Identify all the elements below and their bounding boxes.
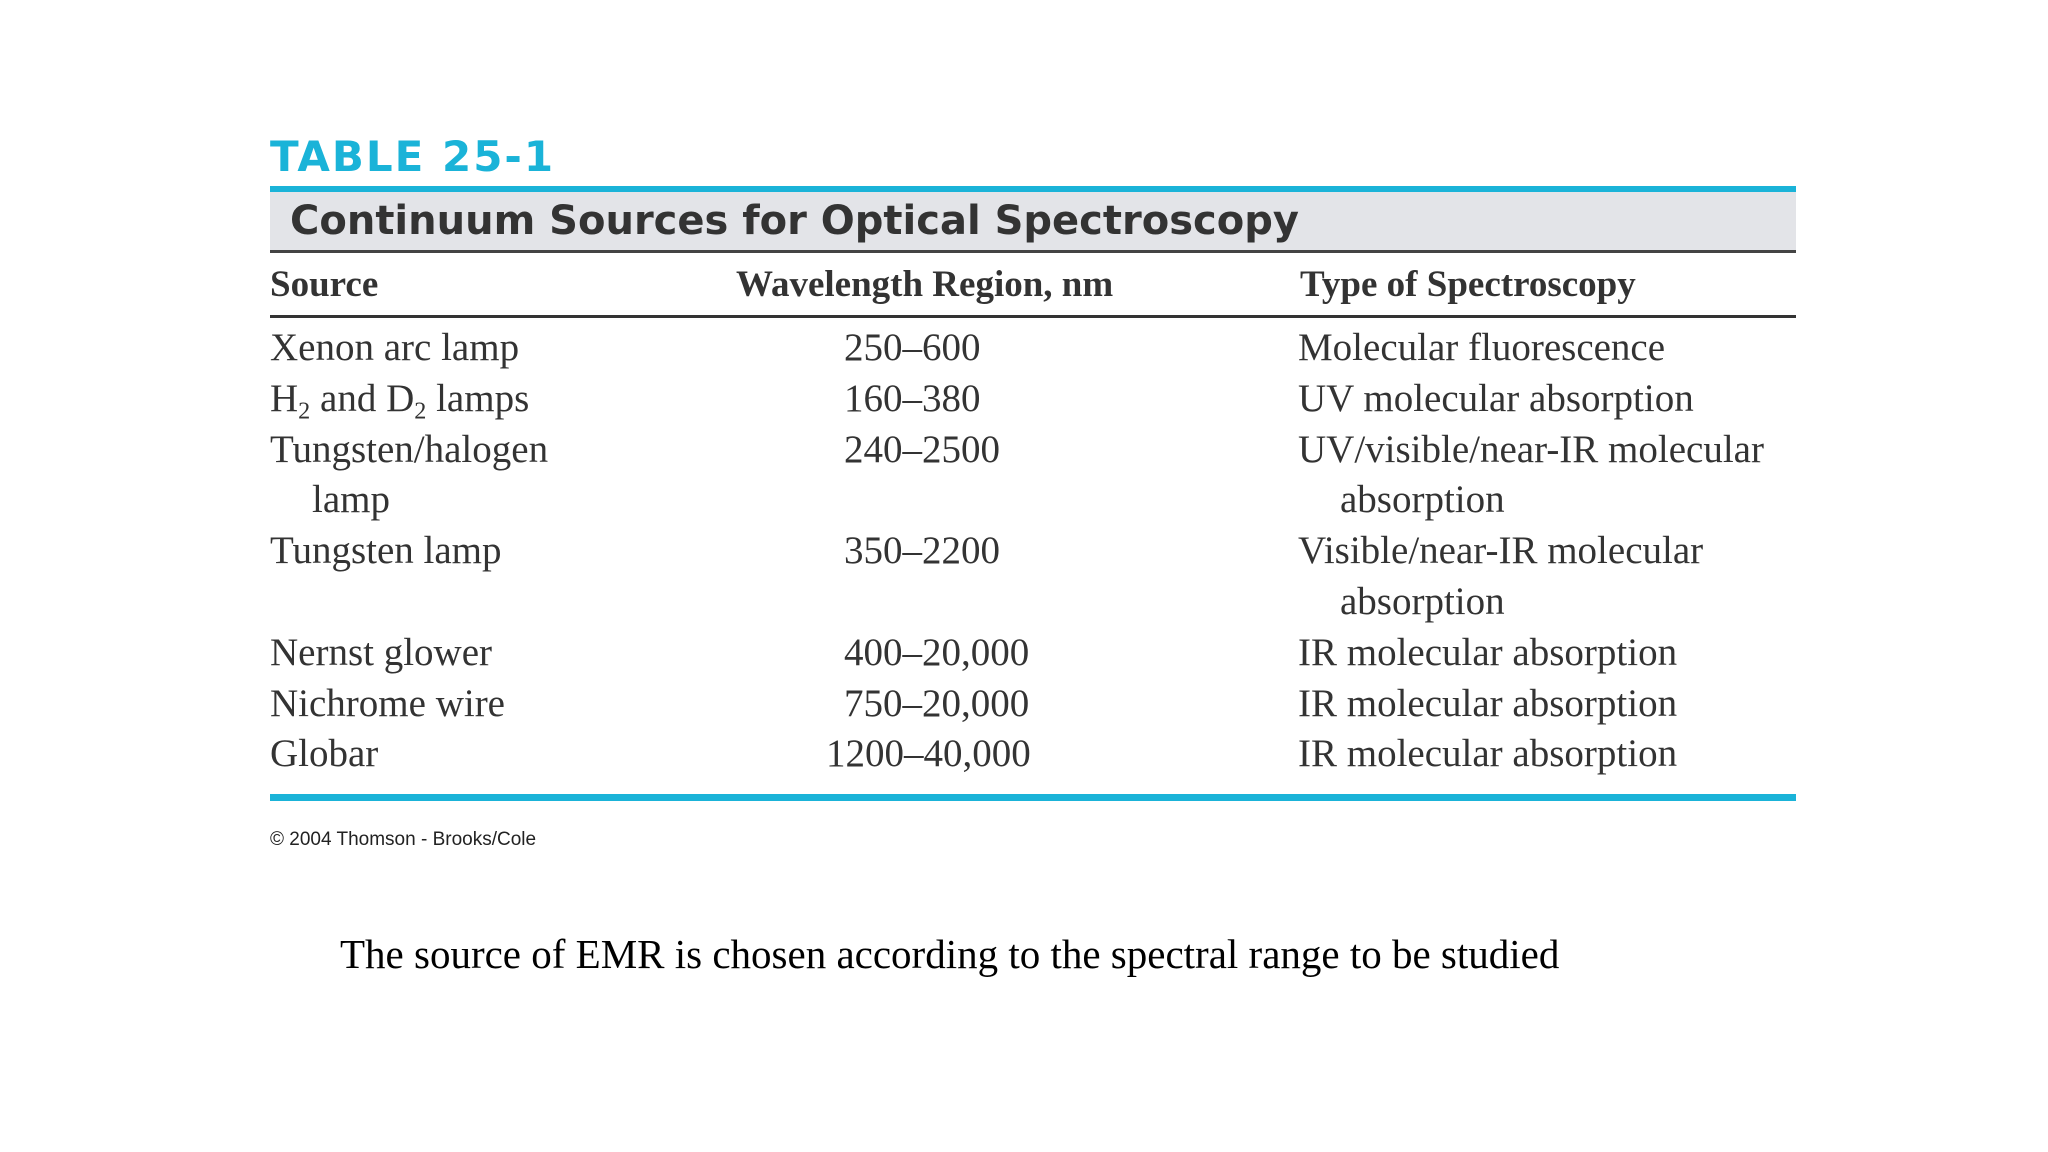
cell-source: Nichrome wire — [270, 681, 505, 725]
spectroscopy-sources-table — [270, 132, 1796, 851]
cell-wavelength: 1200–40,000 — [826, 732, 1031, 776]
h2-d2-lamps-label: $H_2$ and $D_2$ lamps — [270, 376, 530, 425]
table-header-row — [270, 253, 1796, 318]
table-number: TABLE 25-1 — [270, 132, 556, 181]
header-wavelength: Wavelength Region, nm — [736, 263, 1114, 305]
cell-wavelength: 400–20,000 — [844, 630, 1030, 674]
table-row — [270, 323, 1796, 374]
cell-type: IR molecular absorption — [1298, 630, 1678, 674]
table-row — [270, 425, 1796, 527]
cell-wavelength: 160–380 — [844, 376, 981, 420]
table-caption: Continuum Sources for Optical Spectroscopy — [270, 186, 1796, 253]
cell-wavelength: 750–20,000 — [844, 681, 1030, 725]
copyright-notice: © 2004 Thomson - Brooks/Cole — [270, 829, 537, 851]
table-row — [270, 628, 1796, 679]
header-type: Type of Spectroscopy — [1300, 263, 1636, 305]
header-source: Source — [270, 263, 379, 305]
cell-wavelength: 240–2500 — [844, 427, 1000, 471]
table-row — [270, 679, 1796, 730]
table-row — [270, 374, 1796, 425]
table-row — [270, 526, 1796, 628]
table-body — [270, 318, 1796, 780]
cell-type: IR molecular absorption — [1298, 681, 1678, 725]
cell-type: UV molecular absorption — [1298, 376, 1694, 420]
cell-type: Visible/near-IR molecular absorption — [1298, 529, 1704, 623]
slide-caption: The source of EMR is chosen according to the spectral range to be studied — [340, 931, 1560, 977]
table-bottom-rule — [270, 794, 1796, 801]
cell-source: Globar — [270, 732, 379, 776]
cell-source: Tungsten/halogen lamp — [270, 427, 549, 522]
cell-source — [270, 374, 734, 425]
cell-source: Xenon arc lamp — [270, 326, 520, 369]
cell-type: UV/visible/near-IR molecular absorption — [1298, 427, 1764, 522]
cell-source: Nernst glower — [270, 630, 493, 674]
table-row — [270, 729, 1796, 780]
cell-wavelength: 250–600 — [844, 326, 981, 369]
cell-type: Molecular fluorescence — [1298, 326, 1666, 369]
cell-type: IR molecular absorption — [1298, 732, 1678, 776]
cell-source: Tungsten lamp — [270, 529, 502, 573]
cell-wavelength: 350–2200 — [844, 529, 1000, 573]
